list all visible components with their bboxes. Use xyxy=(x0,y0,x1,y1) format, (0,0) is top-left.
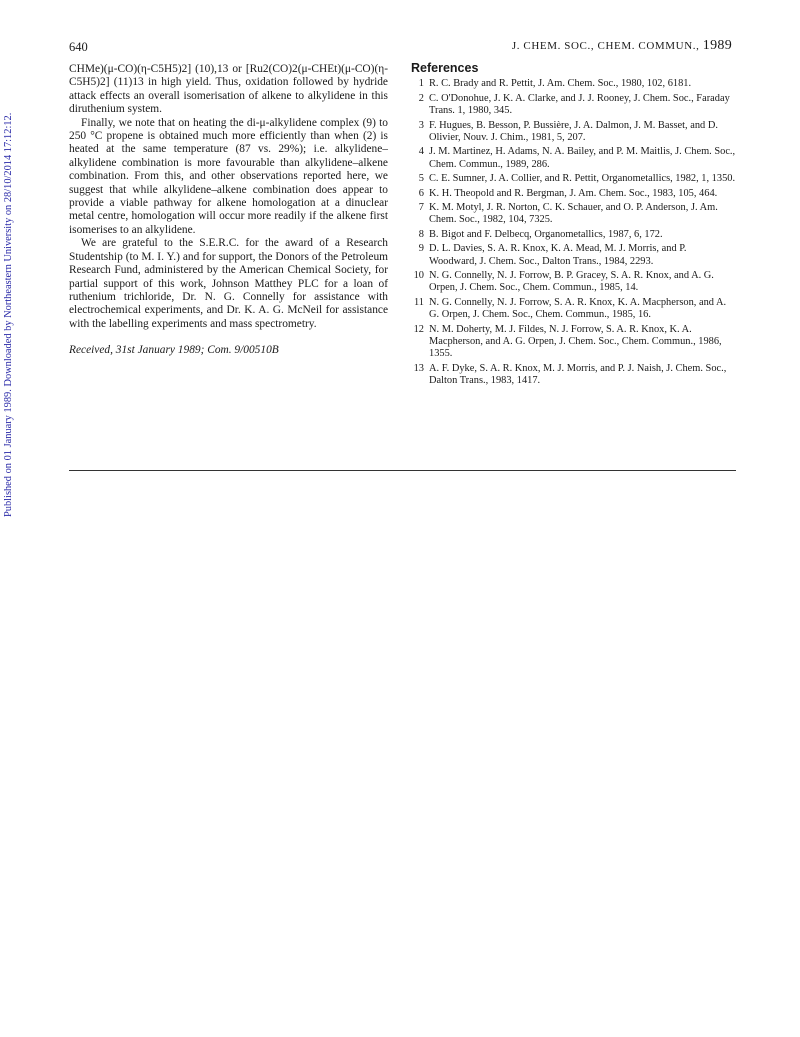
reference-number: 2 xyxy=(418,92,424,104)
body-paragraph-2: Finally, we note that on heating the di-μ-alkylidene complex (9) to 250 °C propene is obtained much more efficiently than when (2) is heated at the same temperature (87 vs. 29%); i.e. alkylidene–alkylidene combination is more favourable than alkylidene–alkene combination. From this, and other observations reported here, we suggest that while alkylidene–alkene combination does appear to provide a viable pathway for alkene homologation at a dinuclear metal centre, homologation will occur more readily if the alkene first isomerises to an alkylidene. xyxy=(69,116,388,236)
received-line: Received, 31st January 1989; Com. 9/00510B xyxy=(69,344,279,357)
reference-text: N. M. Doherty, M. J. Fildes, N. J. Forrow, S. A. R. Knox, K. A. Macpherson, and A. G. Orpen, J. Chem. Soc., Chem. Commun., 1986, 1355. xyxy=(429,323,722,360)
reference-number: 1 xyxy=(418,78,424,90)
reference-number: 3 xyxy=(418,119,424,131)
reference-number: 9 xyxy=(418,243,424,255)
reference-text: C. E. Sumner, J. A. Collier, and R. Pettit, Organometallics, 1982, 1, 1350. xyxy=(429,173,736,185)
journal-header xyxy=(512,38,732,54)
journal-year: 1989 xyxy=(702,38,732,53)
reference-item xyxy=(411,270,736,295)
reference-item xyxy=(411,229,736,241)
page-number: 640 xyxy=(69,40,88,54)
references-list xyxy=(411,78,736,387)
reference-item xyxy=(411,120,736,145)
reference-item xyxy=(411,243,736,268)
reference-number: 10 xyxy=(413,270,424,282)
reference-item xyxy=(411,93,736,118)
body-paragraph-1: CHMe)(μ-CO)(η-C5H5)2] (10),13 or [Ru2(CO)2(μ-CHEt)(μ-CO)(η-C5H5)2] (11)13 in high yield. Thus, oxidation followed by hydride attack effects an overall isomerisation of alkene to alkylidene in this diruthenium system. xyxy=(69,63,388,116)
reference-text: D. L. Davies, S. A. R. Knox, K. A. Mead, M. J. Morris, and P. Woodward, J. Chem. Soc., Dalton Trans., 1984, 2293. xyxy=(429,243,687,267)
reference-item xyxy=(411,146,736,171)
reference-number: 12 xyxy=(413,323,424,335)
reference-text: C. O'Donohue, J. K. A. Clarke, and J. J. Rooney, J. Chem. Soc., Faraday Trans. 1, 1980, 345. xyxy=(429,92,730,117)
reference-text: J. M. Martinez, H. Adams, N. A. Bailey, and P. M. Maitlis, J. Chem. Soc., Chem. Commun., 1989, 286. xyxy=(429,146,736,170)
reference-item xyxy=(411,297,736,322)
reference-text: B. Bigot and F. Delbecq, Organometallics, 1987, 6, 172. xyxy=(429,228,663,240)
reference-text: K. H. Theopold and R. Bergman, J. Am. Chem. Soc., 1983, 105, 464. xyxy=(429,187,718,199)
publication-watermark: Published on 01 January 1989. Downloaded by Northeastern University on 28/10/2014 17:12:12. xyxy=(3,112,14,517)
reference-item xyxy=(411,324,736,361)
reference-text: F. Hugues, B. Besson, P. Bussière, J. A. Dalmon, J. M. Basset, and D. Olivier, Nouv. J. Chim., 1981, 5, 207. xyxy=(429,119,718,143)
reference-item xyxy=(411,173,736,185)
references-column xyxy=(411,62,736,390)
reference-number: 13 xyxy=(413,362,424,374)
journal-name: J. CHEM. SOC., CHEM. COMMUN., xyxy=(511,40,700,52)
reference-number: 6 xyxy=(418,187,424,199)
reference-text: N. G. Connelly, N. J. Forrow, S. A. R. Knox, K. A. Macpherson, and A. G. Orpen, J. Chem. Soc., Chem. Commun., 1985, 16. xyxy=(429,296,727,321)
body-column xyxy=(69,63,388,358)
reference-number: 5 xyxy=(418,173,424,185)
page-divider-rule xyxy=(69,470,736,471)
reference-text: R. C. Brady and R. Pettit, J. Am. Chem. Soc., 1980, 102, 6181. xyxy=(429,78,692,90)
reference-text: N. G. Connelly, N. J. Forrow, B. P. Gracey, S. A. R. Knox, and A. G. Orpen, J. Chem. Soc., Chem. Commun., 1985, 14. xyxy=(429,270,714,294)
reference-text: A. F. Dyke, S. A. R. Knox, M. J. Morris, and P. J. Naish, J. Chem. Soc., Dalton Trans., 1983, 1417. xyxy=(429,362,727,387)
reference-text: K. M. Motyl, J. R. Norton, C. K. Schauer, and O. P. Anderson, J. Am. Chem. Soc., 1982, 104, 7325. xyxy=(429,202,718,226)
reference-item xyxy=(411,78,736,90)
reference-item xyxy=(411,188,736,200)
references-heading: References xyxy=(411,61,479,75)
reference-item xyxy=(411,363,736,388)
reference-number: 8 xyxy=(418,228,424,240)
reference-number: 7 xyxy=(418,202,424,214)
acknowledgements-paragraph: We are grateful to the S.E.R.C. for the award of a Research Studentship (to M. I. Y.) and for support, the Donors of the Petroleum Research Fund, administered by the American Chemical Society, for partial support of this work, Johnson Matthey PLC for a loan of ruthenium trichloride, Dr. N. G. Connelly for assistance with electrochemical experiments, and Dr. K. A. G. McNeil for assistance with the labelling experiments and mass spectrometry. xyxy=(69,237,388,330)
reference-number: 11 xyxy=(413,296,424,308)
reference-item xyxy=(411,202,736,227)
reference-number: 4 xyxy=(418,146,424,158)
